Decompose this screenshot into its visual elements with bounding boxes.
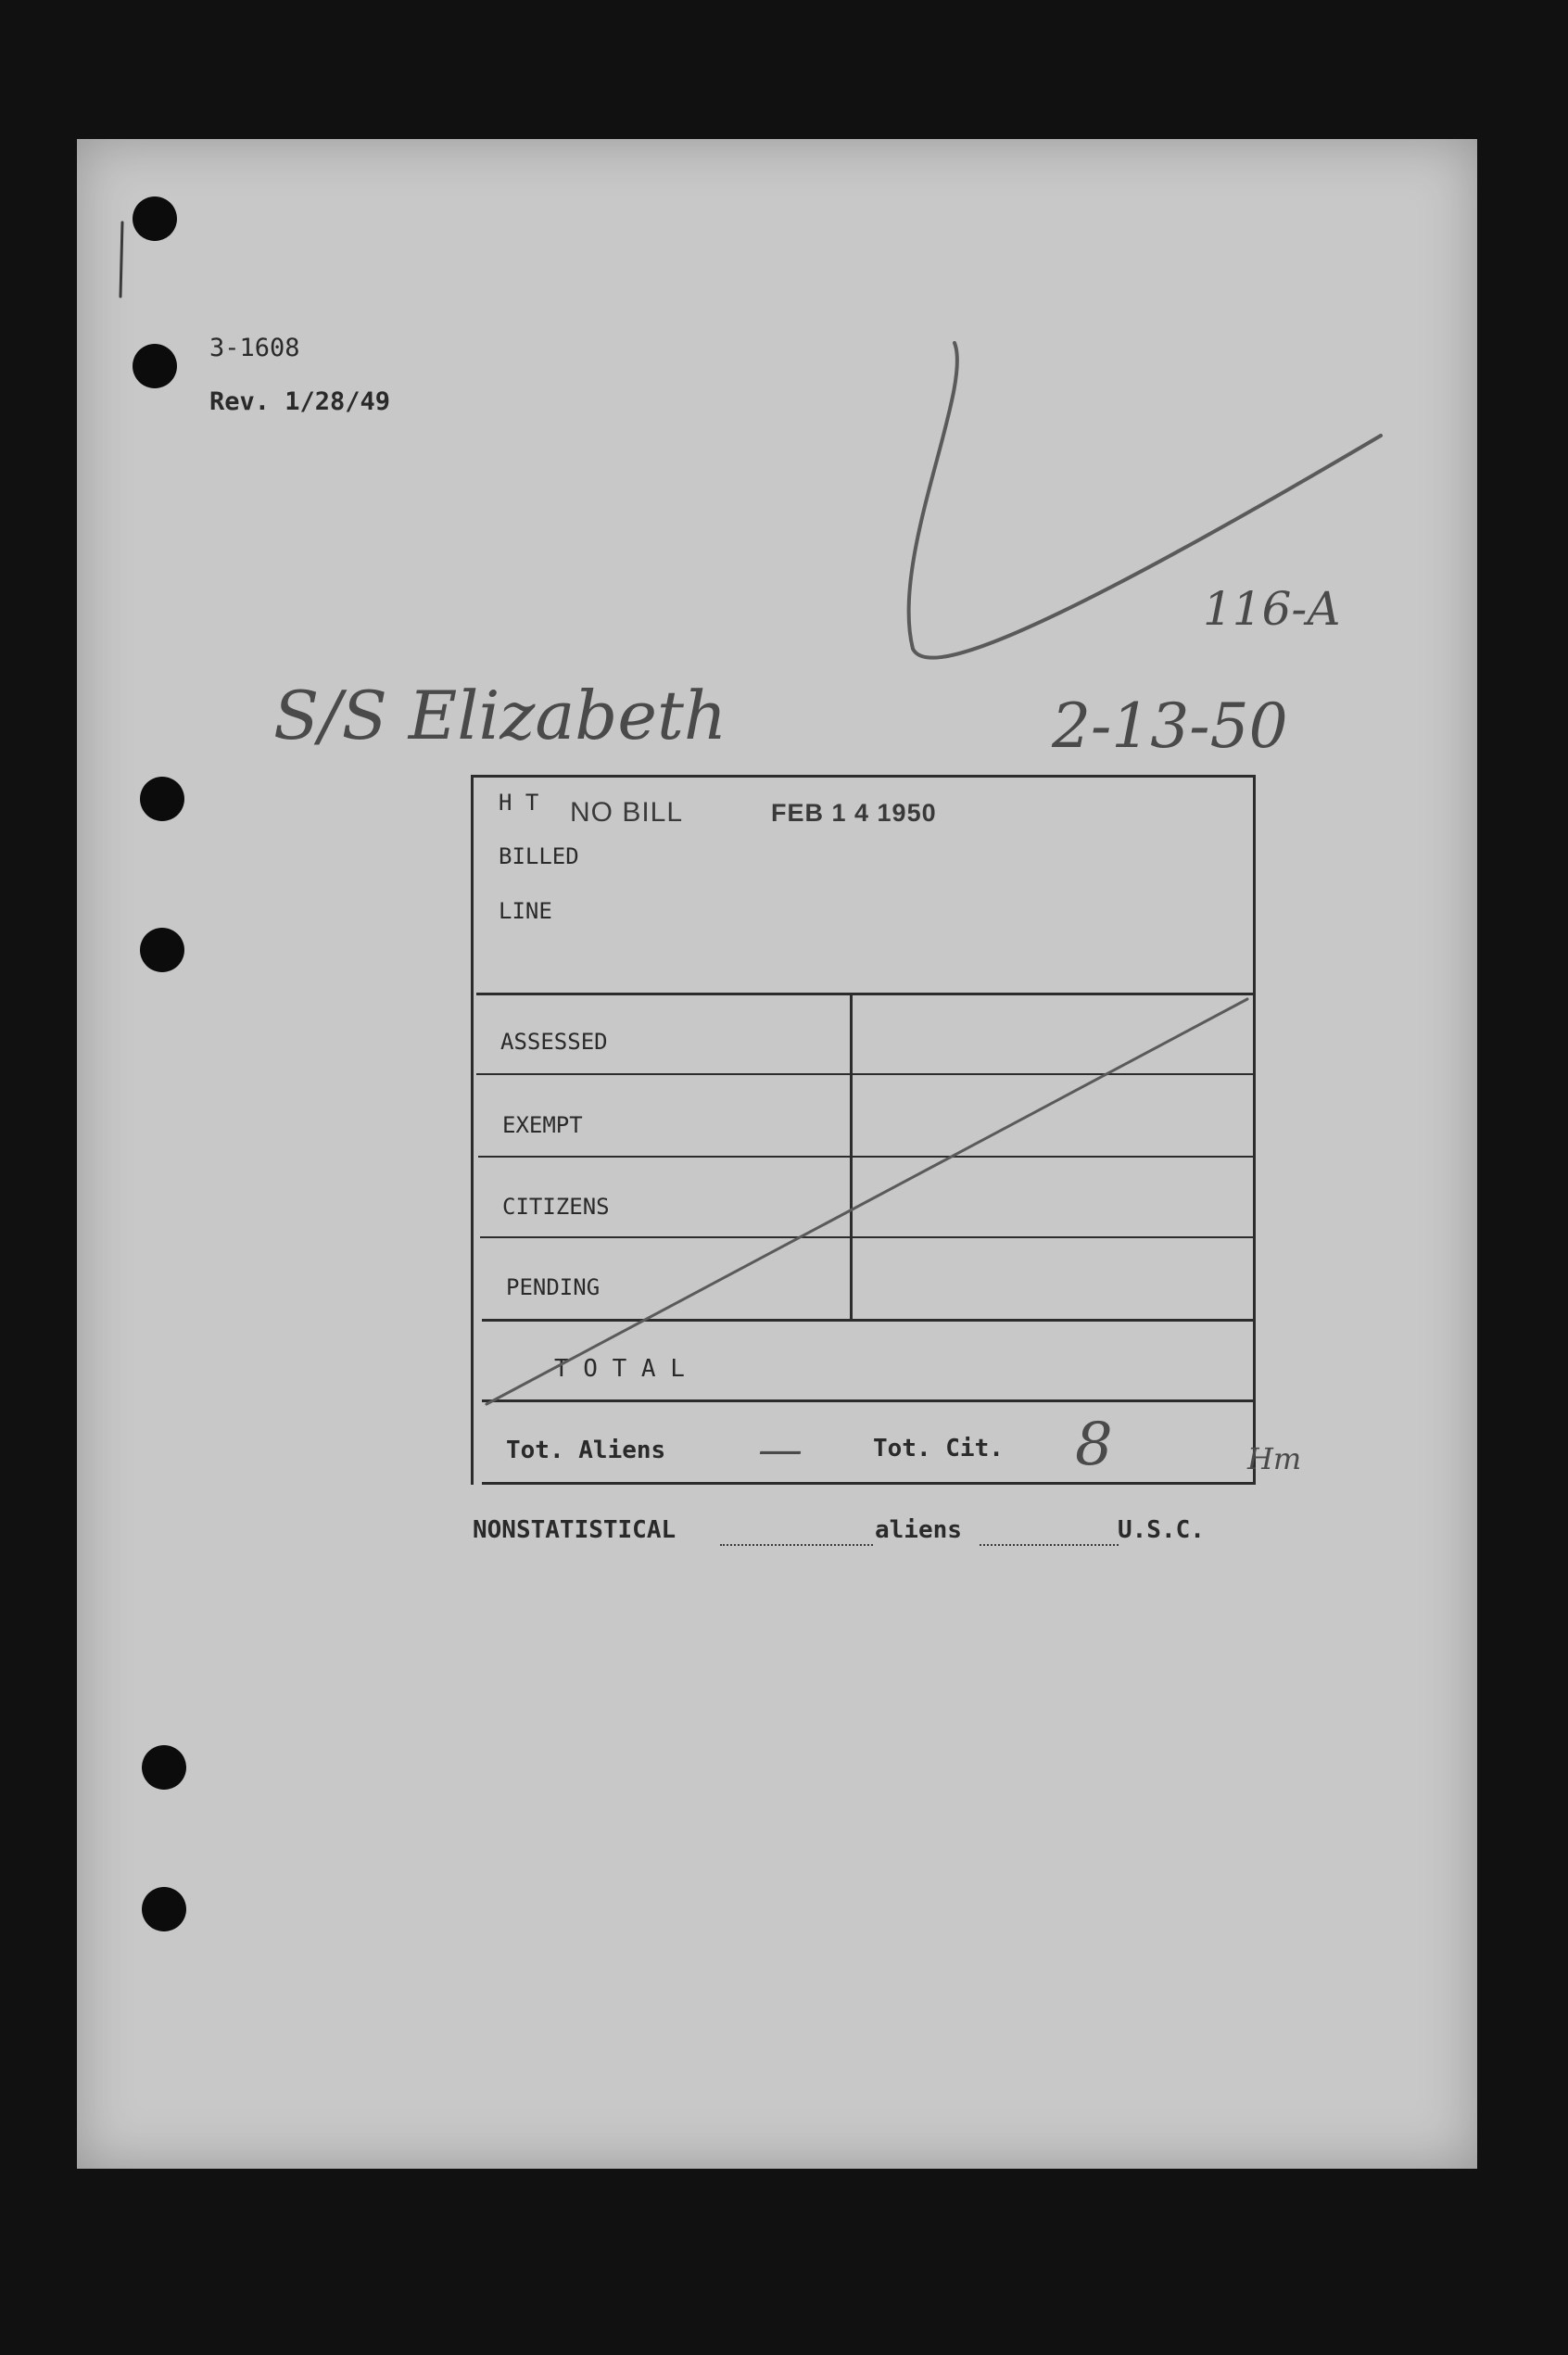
table-divider [482,1399,1256,1402]
binder-hole [133,196,177,241]
table-divider [478,1156,1256,1158]
total-citizens-label: Tot. Cit. [873,1435,1004,1462]
nonstatistical-label: NONSTATISTICAL [473,1516,677,1544]
total-citizens-value: 8 [1075,1411,1113,1479]
date-stamp: FEB 1 4 1950 [771,799,937,827]
aliens-label: aliens [875,1516,962,1544]
date-handwritten: 2-13-50 [1052,690,1288,762]
exempt-label: EXEMPT [502,1112,583,1138]
line-label: LINE [499,898,552,924]
pending-label: PENDING [506,1274,601,1300]
table-right-border [1253,775,1256,1485]
binder-hole [133,344,177,388]
billed-label: BILLED [499,843,579,869]
total-label: T O T A L [554,1355,685,1383]
assessed-label: ASSESSED [500,1029,608,1055]
table-divider [476,1073,1256,1075]
aliens-blank [980,1544,1119,1546]
table-divider [482,1319,1256,1322]
table-left-border [471,775,474,1485]
table-bottom-border [482,1482,1256,1485]
table-top-border [471,775,1256,778]
ht-label: H T [499,790,539,816]
table-divider [476,993,1256,995]
binder-hole [142,1887,186,1931]
total-aliens-label: Tot. Aliens [506,1437,666,1464]
no-bill-stamp: NO BILL [570,797,684,828]
binder-hole [140,777,184,821]
usc-label: U.S.C. [1118,1516,1205,1544]
total-aliens-value: — [758,1424,803,1475]
vessel-name-handwritten: S/S Elizabeth [273,677,727,754]
binder-hole [140,928,184,972]
page-number-handwritten: 116-A [1203,582,1341,636]
form-revision: Rev. 1/28/49 [209,387,391,416]
initials-handwritten: Hm [1247,1441,1302,1476]
table-divider [480,1236,1256,1238]
table-column-divider [850,993,853,1321]
citizens-label: CITIZENS [502,1194,610,1220]
document-page [77,139,1477,2169]
form-number: 3-1608 [209,334,300,362]
nonstatistical-blank [720,1544,873,1546]
binder-hole [142,1745,186,1790]
